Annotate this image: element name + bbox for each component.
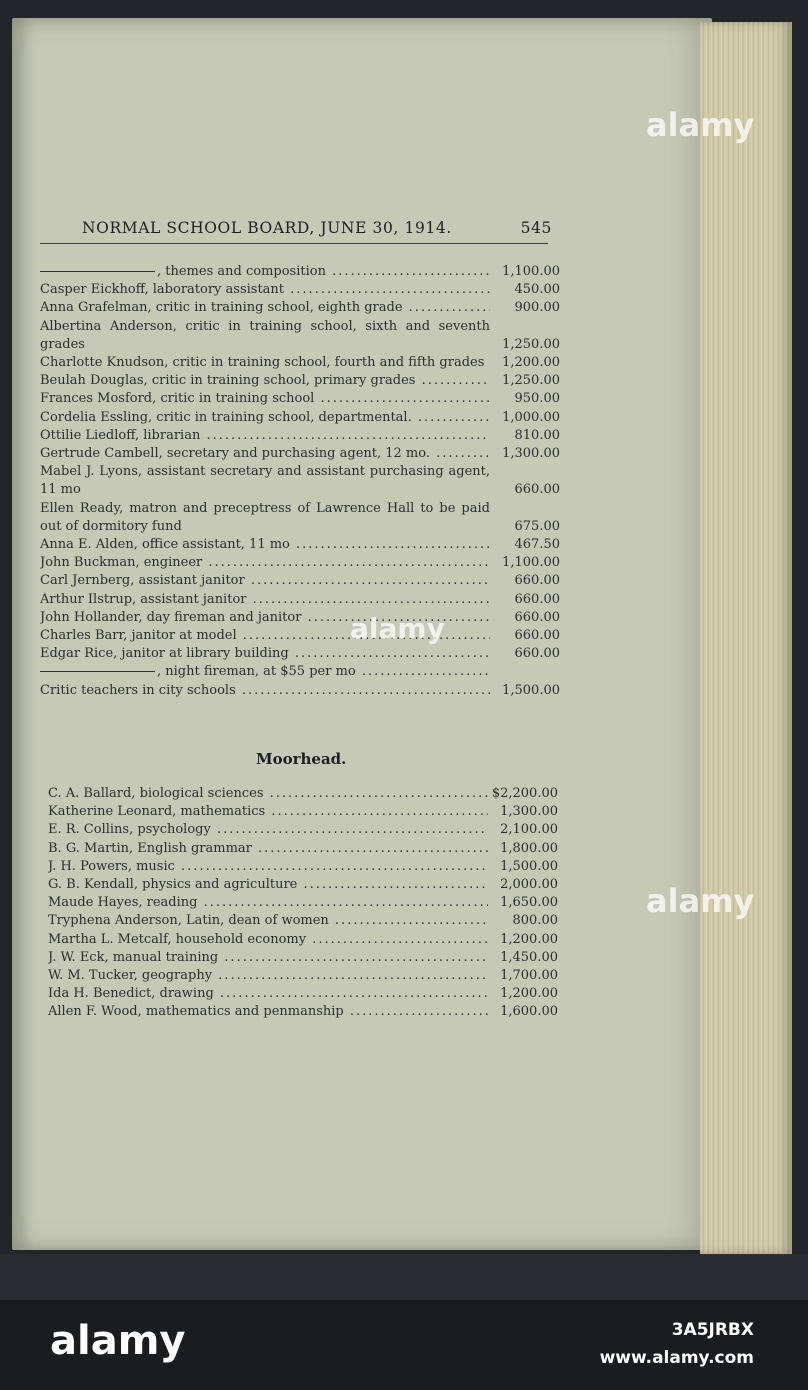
entry-name-text: Allen F. Wood, mathematics and penmanship [48,1004,344,1020]
entry-name-text: Cordelia Essling, critic in training school, departmental. [40,409,412,425]
entry-amount: 1,100.00 [502,555,560,571]
entry-amount: 1,200.00 [500,931,558,947]
entry-amount: 1,250.00 [502,373,560,389]
entry-name-text: Charles Barr, janitor at model [40,628,237,644]
entry-name-text: , night fireman, at $55 per mo [157,664,356,680]
entry-amount: 660.00 [514,573,560,589]
entry-name-text: Ottilie Liedloff, librarian [40,427,201,443]
entry-amount: 1,450.00 [500,949,558,965]
entry-name [40,554,490,572]
entry-name-text: Arthur Ilstrup, assistant janitor [40,591,247,607]
table-row [48,967,558,985]
entry-amount: 660.00 [514,609,560,625]
page-edges [700,22,792,1254]
header-rule [40,243,548,244]
blank-line [40,271,155,272]
table-row [40,390,560,408]
entry-name [48,1003,488,1021]
entry-name [40,500,490,536]
table-row [40,663,560,681]
table-row [40,572,560,590]
footer-logo: alamy [50,1318,186,1364]
entry-name-text: Gertrude Cambell, secretary and purchasing agent, 12 mo. [40,446,430,462]
entry-name [48,967,488,985]
table-row [48,985,558,1003]
table-row [48,858,558,876]
entry-name-text: Anna E. Alden, office assistant, 11 mo [40,537,290,553]
entry-name [40,390,490,408]
entry-name-text: Beulah Douglas, critic in training school, primary grades [40,373,416,389]
table-row [48,931,558,949]
entry-name-text: Critic teachers in city schools [40,682,236,698]
entry-amount: 950.00 [514,391,560,407]
running-header [82,219,552,237]
entry-name [40,318,490,354]
entry-amount: 1,200.00 [500,986,558,1002]
entry-name-text: Carl Jernberg, assistant janitor [40,573,245,589]
entry-amount: 1,250.00 [502,336,560,352]
entry-name-text: J. H. Powers, music [48,858,175,874]
entry-name-text: J. W. Eck, manual training [48,949,219,965]
watermark: alamy [646,106,755,144]
entry-name-text: G. B. Kendall, physics and agriculture [48,877,298,893]
entry-name [40,463,490,499]
entry-name [40,427,490,445]
header-title: NORMAL SCHOOL BOARD, JUNE 30, 1914. [82,219,452,237]
entry-name [40,354,490,372]
entry-name [40,645,490,663]
entry-name-text: Edgar Rice, janitor at library building [40,646,289,662]
entry-amount: 1,500.00 [500,858,558,874]
image-code: 3A5JRBX [671,1320,754,1340]
salary-list-top [40,263,560,700]
table-row [48,803,558,821]
entry-amount: 660.00 [514,482,560,498]
table-row [40,627,560,645]
table-row [48,840,558,858]
entry-amount: 1,700.00 [500,968,558,984]
watermark: alamy [350,612,445,645]
table-row [40,554,560,572]
watermark: alamy [646,882,755,920]
entry-amount: 2,100.00 [500,822,558,838]
entry-name-text: Ida H. Benedict, drawing [48,986,214,1002]
table-row [48,949,558,967]
entry-amount: 660.00 [514,591,560,607]
entry-amount: 1,500.00 [502,682,560,698]
table-row [48,912,558,930]
entry-name [40,372,490,390]
table-row [40,645,560,663]
entry-amount: 1,100.00 [502,264,560,279]
entry-name-text: C. A. Ballard, biological sciences [48,786,264,801]
entry-name-text: Mabel J. Lyons, assistant secretary and assistant purchasing agent, 11 mo [40,464,490,498]
blank-line [40,671,155,672]
entry-name [40,536,490,554]
entry-name [48,785,488,803]
table-row [48,785,558,803]
entry-name [40,682,490,700]
stock-footer [0,1300,808,1390]
entry-name-text: John Hollander, day fireman and janitor [40,609,302,625]
page-number: 545 [520,219,552,237]
entry-amount: 1,300.00 [500,804,558,820]
table-row [40,445,560,463]
entry-name [40,263,490,281]
table-row [40,354,560,372]
table-row [40,281,560,299]
entry-name-text: Frances Mosford, critic in training school [40,391,315,407]
table-row [40,536,560,554]
entry-name-text: Casper Eickhoff, laboratory assistant [40,282,285,298]
entry-name [40,591,490,609]
entry-amount: $2,200.00 [491,786,558,801]
table-row [48,1003,558,1021]
entry-amount: 675.00 [514,518,560,534]
table-row [48,894,558,912]
entry-name-text: , themes and composition [157,264,326,279]
table-row [40,609,560,627]
entry-name [40,299,490,317]
entry-name [48,949,488,967]
entry-amount: 900.00 [514,300,560,316]
table-row [40,299,560,317]
entry-amount: 2,000.00 [500,877,558,893]
book-binding [0,1254,808,1300]
entry-name-text: E. R. Collins, psychology [48,822,211,838]
entry-amount: 1,000.00 [502,409,560,425]
entry-name-text: Martha L. Metcalf, household economy [48,931,307,947]
entry-name-text: Charlotte Knudson, critic in training school, fourth and fifth grades [40,355,485,371]
table-row [48,876,558,894]
entry-name [48,821,488,839]
entry-name [48,985,488,1003]
entry-name [48,840,488,858]
table-row [48,821,558,839]
entry-amount: 1,300.00 [502,446,560,462]
table-row [40,372,560,390]
entry-name-text: Tryphena Anderson, Latin, dean of women [48,913,329,929]
section-title: Moorhead. [256,750,347,768]
entry-name [48,912,488,930]
entry-name-text: B. G. Martin, English grammar [48,840,252,856]
entry-name [40,663,490,681]
entry-amount: 810.00 [514,427,560,443]
table-row [40,463,560,499]
table-row [40,427,560,445]
entry-amount: 450.00 [514,282,560,298]
entry-name-text: Anna Grafelman, critic in training school, eighth grade [40,300,403,316]
entry-name [40,445,490,463]
entry-amount: 660.00 [514,646,560,662]
entry-name-text: Katherine Leonard, mathematics [48,804,266,820]
entry-name [48,803,488,821]
table-row [40,318,560,354]
entry-name-text: W. M. Tucker, geography [48,968,213,984]
table-row [40,263,560,281]
entry-name-text: Albertina Anderson, critic in training school, sixth and seventh grades [40,318,490,352]
entry-name [40,572,490,590]
entry-amount: 1,650.00 [500,895,558,911]
salary-list-moorhead [48,785,558,1022]
entry-name [48,858,488,876]
entry-name [48,876,488,894]
entry-amount: 660.00 [514,628,560,644]
entry-name-text: Maude Hayes, reading [48,895,198,911]
entry-name [48,931,488,949]
entry-name-text: John Buckman, engineer [40,555,203,571]
entry-name [40,409,490,427]
entry-amount: 800.00 [512,913,558,929]
entry-amount: 1,800.00 [500,840,558,856]
entry-name [48,894,488,912]
table-row [40,409,560,427]
entry-name-text: Ellen Ready, matron and preceptress of Lawrence Hall to be paid out of dormitory fund [40,500,490,534]
entry-name [40,281,490,299]
site-url: www.alamy.com [599,1348,754,1368]
table-row [40,682,560,700]
entry-amount: 1,600.00 [500,1004,558,1020]
entry-amount: 467.50 [514,537,560,553]
table-row [40,591,560,609]
table-row [40,500,560,536]
entry-amount: 1,200.00 [502,355,560,371]
